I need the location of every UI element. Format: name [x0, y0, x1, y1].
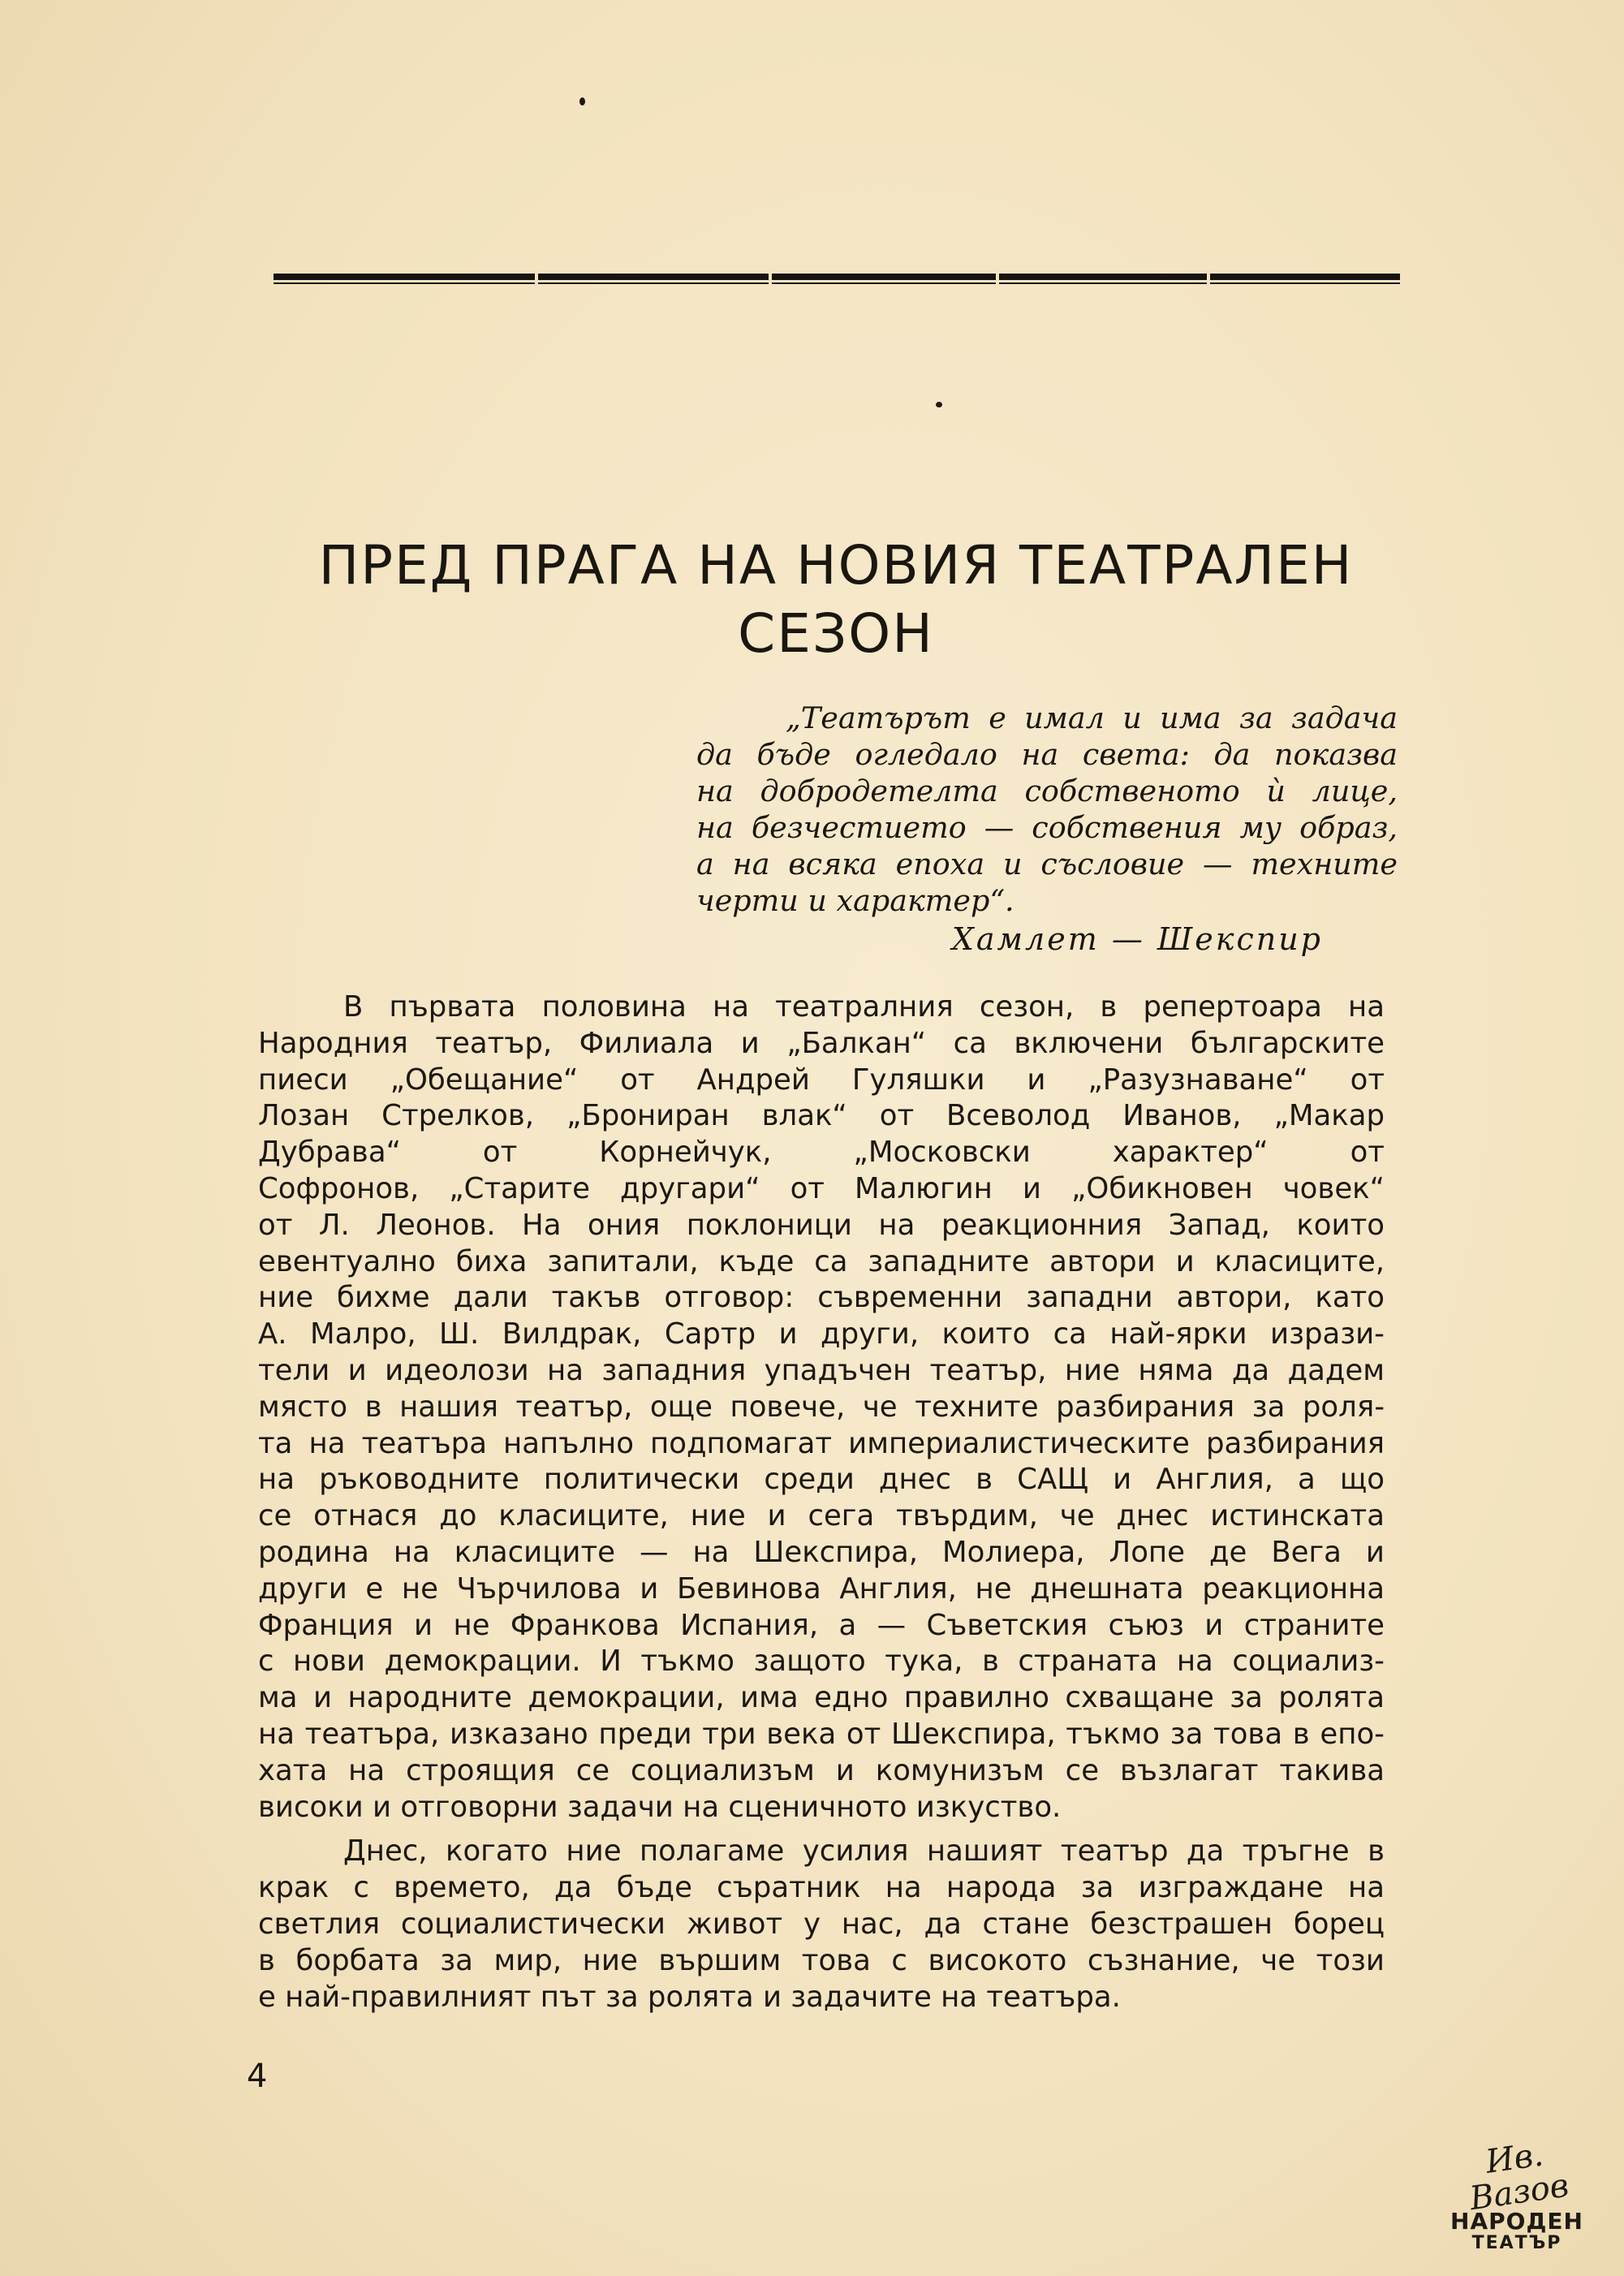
- logo-line-2: ТЕАТЪР: [1471, 2233, 1562, 2253]
- body-line: ние бихме дали такъв отговор: съвременни западни автори, като: [258, 1281, 1385, 1315]
- title-line-2: СЕЗОН: [738, 602, 934, 665]
- body-line: се отнася до класиците, ние и сега твърдим, че днес истинската: [258, 1499, 1385, 1533]
- article-body: [258, 989, 1385, 2015]
- epigraph-line: да бъде огледало на света: да показва: [696, 737, 1398, 772]
- epigraph-line: на безчестието — собствения му образ,: [696, 810, 1398, 845]
- epigraph-line: черти и характер“.: [696, 883, 1014, 918]
- body-line: Софронов, „Старите другари“ от Малюгин и „Обикновен човек“: [258, 1171, 1385, 1205]
- body-line: е най-правилният път за ролята и задачите на театъра.: [258, 1980, 1121, 2014]
- body-line: Франция и не Франкова Испания, а — Съветския съюз и страните: [258, 1608, 1385, 1642]
- national-theatre-logo: [1445, 2136, 1589, 2253]
- body-line: Днес, когато ние полагаме усилия нашият театър да тръгне в: [343, 1834, 1385, 1869]
- body-line: евентуално биха запитали, къде са западните автори и класиците,: [258, 1244, 1385, 1278]
- epigraph: [696, 700, 1398, 919]
- body-line: с нови демокрации. И тъкмо защото тука, в страната на социализ-: [258, 1644, 1385, 1679]
- page-number: 4: [247, 2058, 268, 2095]
- body-line: тели и идеолози на западния упадъчен театър, ние няма да дадем: [258, 1353, 1385, 1387]
- body-line: от Л. Леонов. На ония поклоници на реакционния Запад, които: [258, 1208, 1385, 1242]
- epigraph-line: а на всяка епоха и съсловие — техните: [696, 847, 1398, 882]
- header-rule: [274, 274, 1400, 285]
- body-line: А. Малро, Ш. Вилдрак, Сартр и други, които са най-ярки изрази-: [258, 1317, 1385, 1351]
- epigraph-line: „Театърът е имал и има за задача: [786, 700, 1398, 735]
- body-line: та на театъра напълно подпомагат империалистическите разбирания: [258, 1426, 1385, 1460]
- epigraph-attribution: Хамлет — Шекспир: [951, 921, 1323, 957]
- body-line: място в нашия театър, още повече, че техните разбирания за роля-: [258, 1390, 1385, 1424]
- body-line: Народния театър, Филиала и „Балкан“ са включени българските: [258, 1026, 1385, 1060]
- body-line: на ръководните политически среди днес в САЩ и Англия, а що: [258, 1463, 1385, 1497]
- logo-line-1: НАРОДЕН: [1450, 2208, 1583, 2235]
- body-line: други е не Чърчилова и Бевинова Англия, не днешната реакционна: [258, 1571, 1385, 1606]
- ink-speck: [936, 402, 942, 407]
- epigraph-line: на добродетелта собственото ѝ лице,: [696, 774, 1398, 808]
- body-line: високи и отговорни задачи на сценичното изкуство.: [258, 1790, 1062, 1824]
- body-line: крак с времето, да бъде съратник на народа за изграждане на: [258, 1871, 1385, 1905]
- body-line: на театъра, изказано преди три века от Шекспира, тъкмо за това в епо-: [258, 1717, 1385, 1751]
- body-line: Дубрава“ от Корнейчук, „Московски характер“ от: [258, 1136, 1385, 1170]
- logo-signature: Ив. Вазов: [1467, 2136, 1571, 2218]
- body-line: светлия социалистически живот у нас, да стане безстрашен борец: [258, 1907, 1385, 1941]
- body-line: ма и народните демокрации, има едно правилно схващане за ролята: [258, 1681, 1385, 1715]
- body-line: родина на класиците — на Шекспира, Молиера, Лопе де Вега и: [258, 1535, 1385, 1569]
- body-line: В първата половина на театралния сезон, в репертоара на: [343, 990, 1385, 1024]
- page-title: [260, 532, 1412, 668]
- body-line: в борбата за мир, ние вършим това с високото съзнание, че този: [258, 1943, 1385, 1977]
- title-line-1: ПРЕД ПРАГА НА НОВИЯ ТЕАТРАЛЕН: [318, 534, 1354, 597]
- body-line: пиеси „Обещание“ от Андрей Гуляшки и „Разузнаване“ от: [258, 1063, 1385, 1097]
- body-line: Лозан Стрелков, „Брониран влак“ от Всеволод Иванов, „Макар: [258, 1099, 1385, 1133]
- ink-speck: [579, 97, 585, 106]
- body-line: хата на строящия се социализъм и комунизъм се възлагат такива: [258, 1753, 1385, 1787]
